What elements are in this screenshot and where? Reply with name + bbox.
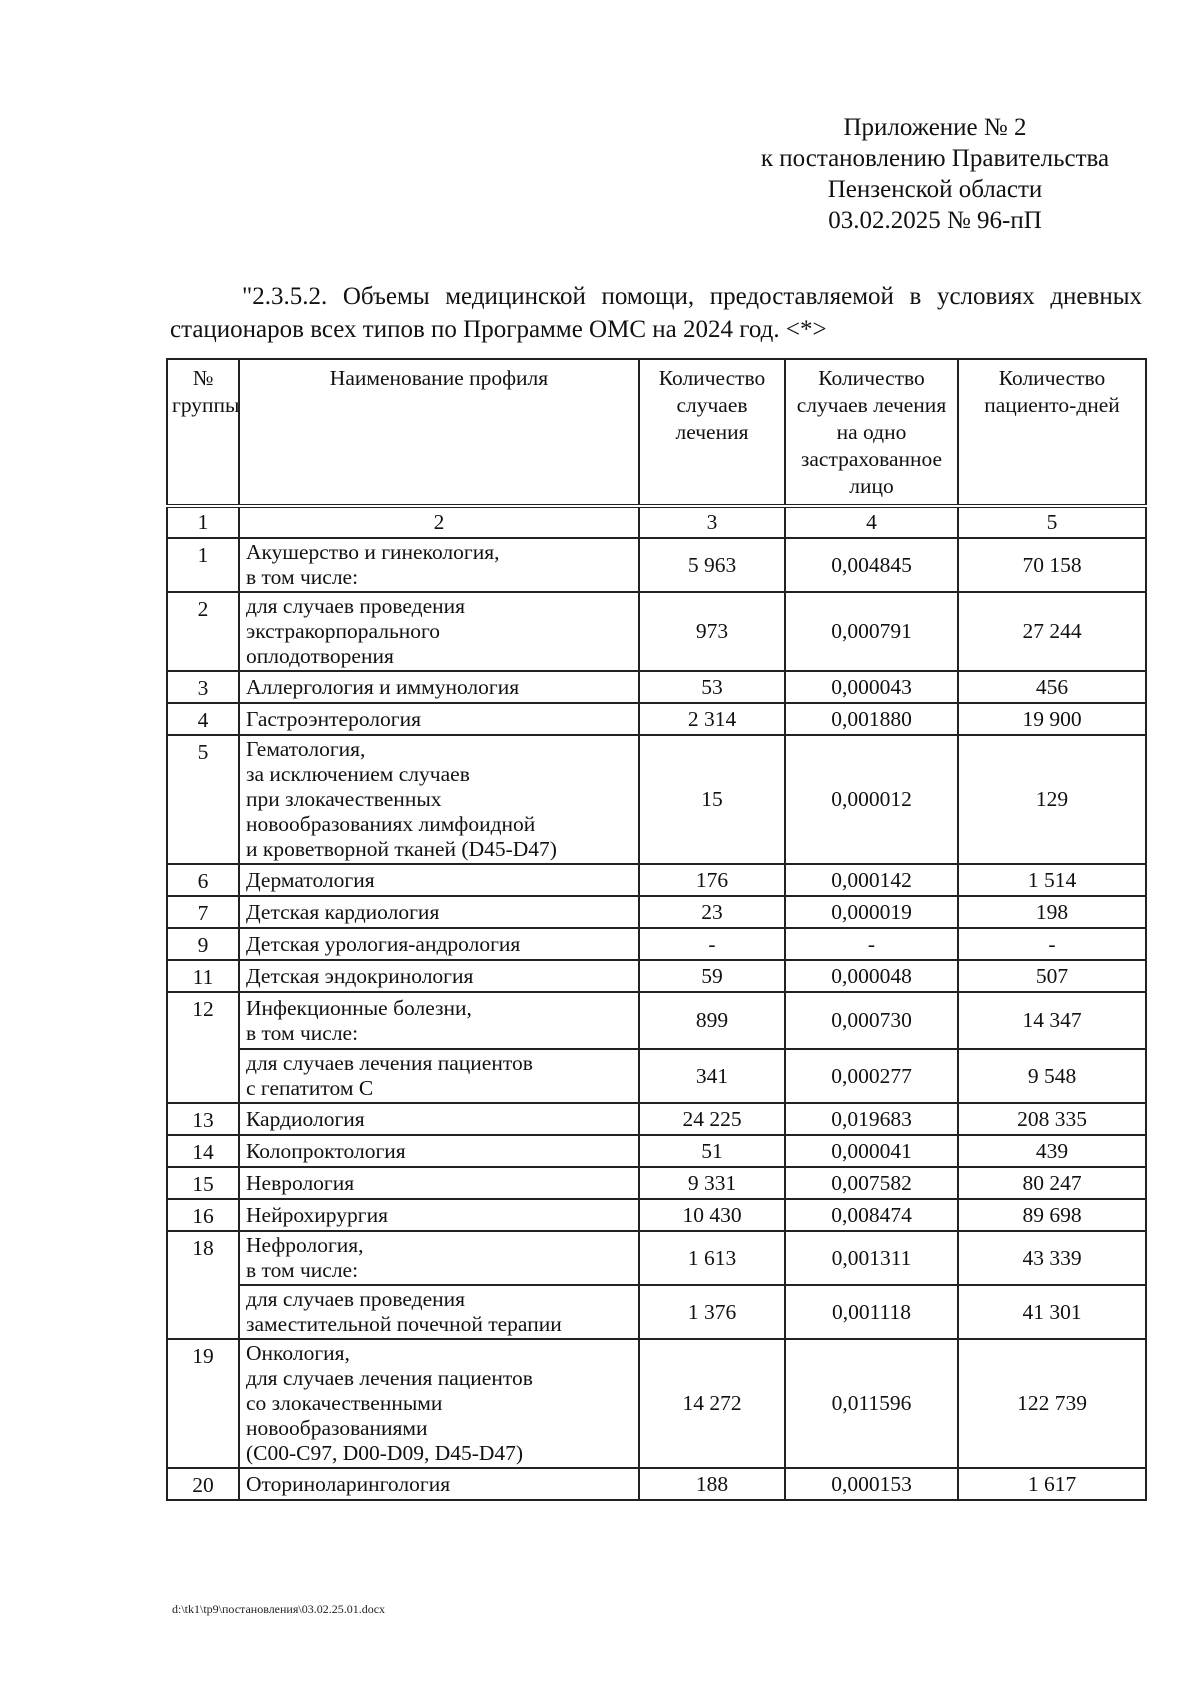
group-number-cell: 2	[167, 592, 239, 671]
cases-per-person-cell: 0,008474	[785, 1199, 958, 1231]
cases-per-person-cell: 0,000012	[785, 735, 958, 864]
column-number: 1	[167, 506, 239, 538]
column-number: 2	[239, 506, 639, 538]
appendix-header	[700, 112, 1170, 236]
cases-cell: -	[639, 928, 785, 960]
cases-per-person-cell: 0,011596	[785, 1339, 958, 1468]
cases-per-person-cell: 0,000277	[785, 1049, 958, 1103]
cases-cell: 341	[639, 1049, 785, 1103]
profile-name-cell: Инфекционные болезни, в том числе:	[239, 992, 639, 1049]
cases-cell: 24 225	[639, 1103, 785, 1135]
column-number: 3	[639, 506, 785, 538]
table-body	[167, 538, 1146, 1500]
cases-cell: 899	[639, 992, 785, 1049]
column-number-row	[167, 506, 1146, 538]
patient-days-cell: 80 247	[958, 1167, 1146, 1199]
profile-name-cell: Детская кардиология	[239, 896, 639, 928]
patient-days-cell: 41 301	[958, 1285, 1146, 1339]
cases-cell: 15	[639, 735, 785, 864]
table-row	[167, 960, 1146, 992]
group-number-cell: 6	[167, 864, 239, 896]
cases-per-person-cell: 0,001880	[785, 703, 958, 735]
profile-name-cell: для случаев проведения экстракорпорального оплодотворения	[239, 592, 639, 671]
table-row	[167, 864, 1146, 896]
header-patient-days: Количество пациенто-дней	[958, 359, 1146, 506]
group-number-cell: 20	[167, 1468, 239, 1500]
patient-days-cell: 1 617	[958, 1468, 1146, 1500]
patient-days-cell: -	[958, 928, 1146, 960]
profile-name-cell: Нефрология, в том числе:	[239, 1231, 639, 1285]
group-number-cell: 12	[167, 992, 239, 1103]
cases-cell: 10 430	[639, 1199, 785, 1231]
cases-cell: 188	[639, 1468, 785, 1500]
cases-cell: 9 331	[639, 1167, 785, 1199]
patient-days-cell: 1 514	[958, 864, 1146, 896]
cases-per-person-cell: 0,000043	[785, 671, 958, 703]
table-row	[167, 592, 1146, 671]
cases-per-person-cell: 0,001311	[785, 1231, 958, 1285]
profile-name-cell: Аллергология и иммунология	[239, 671, 639, 703]
group-number-cell: 4	[167, 703, 239, 735]
patient-days-cell: 9 548	[958, 1049, 1146, 1103]
group-number-cell: 9	[167, 928, 239, 960]
table-row	[167, 735, 1146, 864]
patient-days-cell: 19 900	[958, 703, 1146, 735]
cases-cell: 176	[639, 864, 785, 896]
table-row	[167, 1167, 1146, 1199]
profile-name-cell: Оториноларингология	[239, 1468, 639, 1500]
profile-name-cell: для случаев проведения заместительной почечной терапии	[239, 1285, 639, 1339]
table-row	[167, 538, 1146, 592]
table-row	[167, 992, 1146, 1049]
patient-days-cell: 27 244	[958, 592, 1146, 671]
group-number-cell: 16	[167, 1199, 239, 1231]
appendix-title: Приложение № 2	[843, 114, 1027, 141]
cases-per-person-cell: 0,000041	[785, 1135, 958, 1167]
group-number-cell: 19	[167, 1339, 239, 1468]
table-row	[167, 1231, 1146, 1285]
cases-cell: 1 613	[639, 1231, 785, 1285]
table-row	[167, 1049, 1146, 1103]
patient-days-cell: 456	[958, 671, 1146, 703]
header-cases: Количество случаев лечения	[639, 359, 785, 506]
cases-per-person-cell: 0,001118	[785, 1285, 958, 1339]
profile-name-cell: Гематология, за исключением случаев при злокачественных новообразованиях лимфоидной и кроветворной тканей (D45-D47)	[239, 735, 639, 864]
cases-cell: 23	[639, 896, 785, 928]
group-number-cell: 7	[167, 896, 239, 928]
appendix-region: Пензенской области	[827, 176, 1043, 203]
header-cases-per-person: Количество случаев лечения на одно застрахованное лицо	[785, 359, 958, 506]
patient-days-cell: 70 158	[958, 538, 1146, 592]
profile-name-cell: Нейрохирургия	[239, 1199, 639, 1231]
profile-name-cell: Гастроэнтерология	[239, 703, 639, 735]
cases-cell: 1 376	[639, 1285, 785, 1339]
patient-days-cell: 439	[958, 1135, 1146, 1167]
cases-per-person-cell: 0,000791	[785, 592, 958, 671]
patient-days-cell: 208 335	[958, 1103, 1146, 1135]
group-number-cell: 15	[167, 1167, 239, 1199]
patient-days-cell: 129	[958, 735, 1146, 864]
table-row	[167, 896, 1146, 928]
cases-cell: 59	[639, 960, 785, 992]
table-row	[167, 928, 1146, 960]
profile-name-cell: Колопроктология	[239, 1135, 639, 1167]
profile-name-cell: для случаев лечения пациентов с гепатитом С	[239, 1049, 639, 1103]
table-row	[167, 1285, 1146, 1339]
file-path-footer: d:\tk1\tp9\постановления\03.02.25.01.docx	[172, 1602, 386, 1616]
column-number: 4	[785, 506, 958, 538]
table-header-row	[167, 359, 1146, 506]
header-group-number: № группы	[167, 359, 239, 506]
cases-per-person-cell: 0,000019	[785, 896, 958, 928]
cases-per-person-cell: 0,000730	[785, 992, 958, 1049]
table-row	[167, 703, 1146, 735]
cases-per-person-cell: 0,019683	[785, 1103, 958, 1135]
profile-name-cell: Дерматология	[239, 864, 639, 896]
cases-cell: 5 963	[639, 538, 785, 592]
table-row	[167, 1135, 1146, 1167]
patient-days-cell: 43 339	[958, 1231, 1146, 1285]
group-number-cell: 5	[167, 735, 239, 864]
table-row	[167, 671, 1146, 703]
patient-days-cell: 14 347	[958, 992, 1146, 1049]
profile-name-cell: Детская эндокринология	[239, 960, 639, 992]
table-row	[167, 1339, 1146, 1468]
header-profile-name: Наименование профиля	[239, 359, 639, 506]
patient-days-cell: 507	[958, 960, 1146, 992]
group-number-cell: 18	[167, 1231, 239, 1339]
cases-per-person-cell: 0,000142	[785, 864, 958, 896]
profile-name-cell: Кардиология	[239, 1103, 639, 1135]
group-number-cell: 3	[167, 671, 239, 703]
cases-per-person-cell: -	[785, 928, 958, 960]
table-row	[167, 1103, 1146, 1135]
profile-name-cell: Детская урология-андрология	[239, 928, 639, 960]
column-number: 5	[958, 506, 1146, 538]
cases-per-person-cell: 0,000153	[785, 1468, 958, 1500]
group-number-cell: 14	[167, 1135, 239, 1167]
table-row	[167, 1468, 1146, 1500]
profile-name-cell: Онкология, для случаев лечения пациентов со злокачественными новообразованиями (C00-C97, D00-D09, D45-D47)	[239, 1339, 639, 1468]
patient-days-cell: 89 698	[958, 1199, 1146, 1231]
profile-name-cell: Неврология	[239, 1167, 639, 1199]
appendix-date-number: 03.02.2025 № 96-пП	[828, 207, 1042, 234]
patient-days-cell: 122 739	[958, 1339, 1146, 1468]
cases-per-person-cell: 0,007582	[785, 1167, 958, 1199]
profile-name-cell: Акушерство и гинекология, в том числе:	[239, 538, 639, 592]
cases-per-person-cell: 0,004845	[785, 538, 958, 592]
cases-cell: 14 272	[639, 1339, 785, 1468]
group-number-cell: 1	[167, 538, 239, 592]
cases-cell: 51	[639, 1135, 785, 1167]
table-row	[167, 1199, 1146, 1231]
cases-per-person-cell: 0,000048	[785, 960, 958, 992]
patient-days-cell: 198	[958, 896, 1146, 928]
appendix-reference: к постановлению Правительства	[760, 145, 1110, 172]
volumes-table	[166, 358, 1147, 1501]
group-number-cell: 13	[167, 1103, 239, 1135]
cases-cell: 53	[639, 671, 785, 703]
cases-cell: 2 314	[639, 703, 785, 735]
cases-cell: 973	[639, 592, 785, 671]
group-number-cell: 11	[167, 960, 239, 992]
section-heading: "2.3.5.2. Объемы медицинской помощи, предоставляемой в условиях дневных стационаров всех типов по Программе ОМС на 2024 год. <*>	[170, 283, 1142, 343]
